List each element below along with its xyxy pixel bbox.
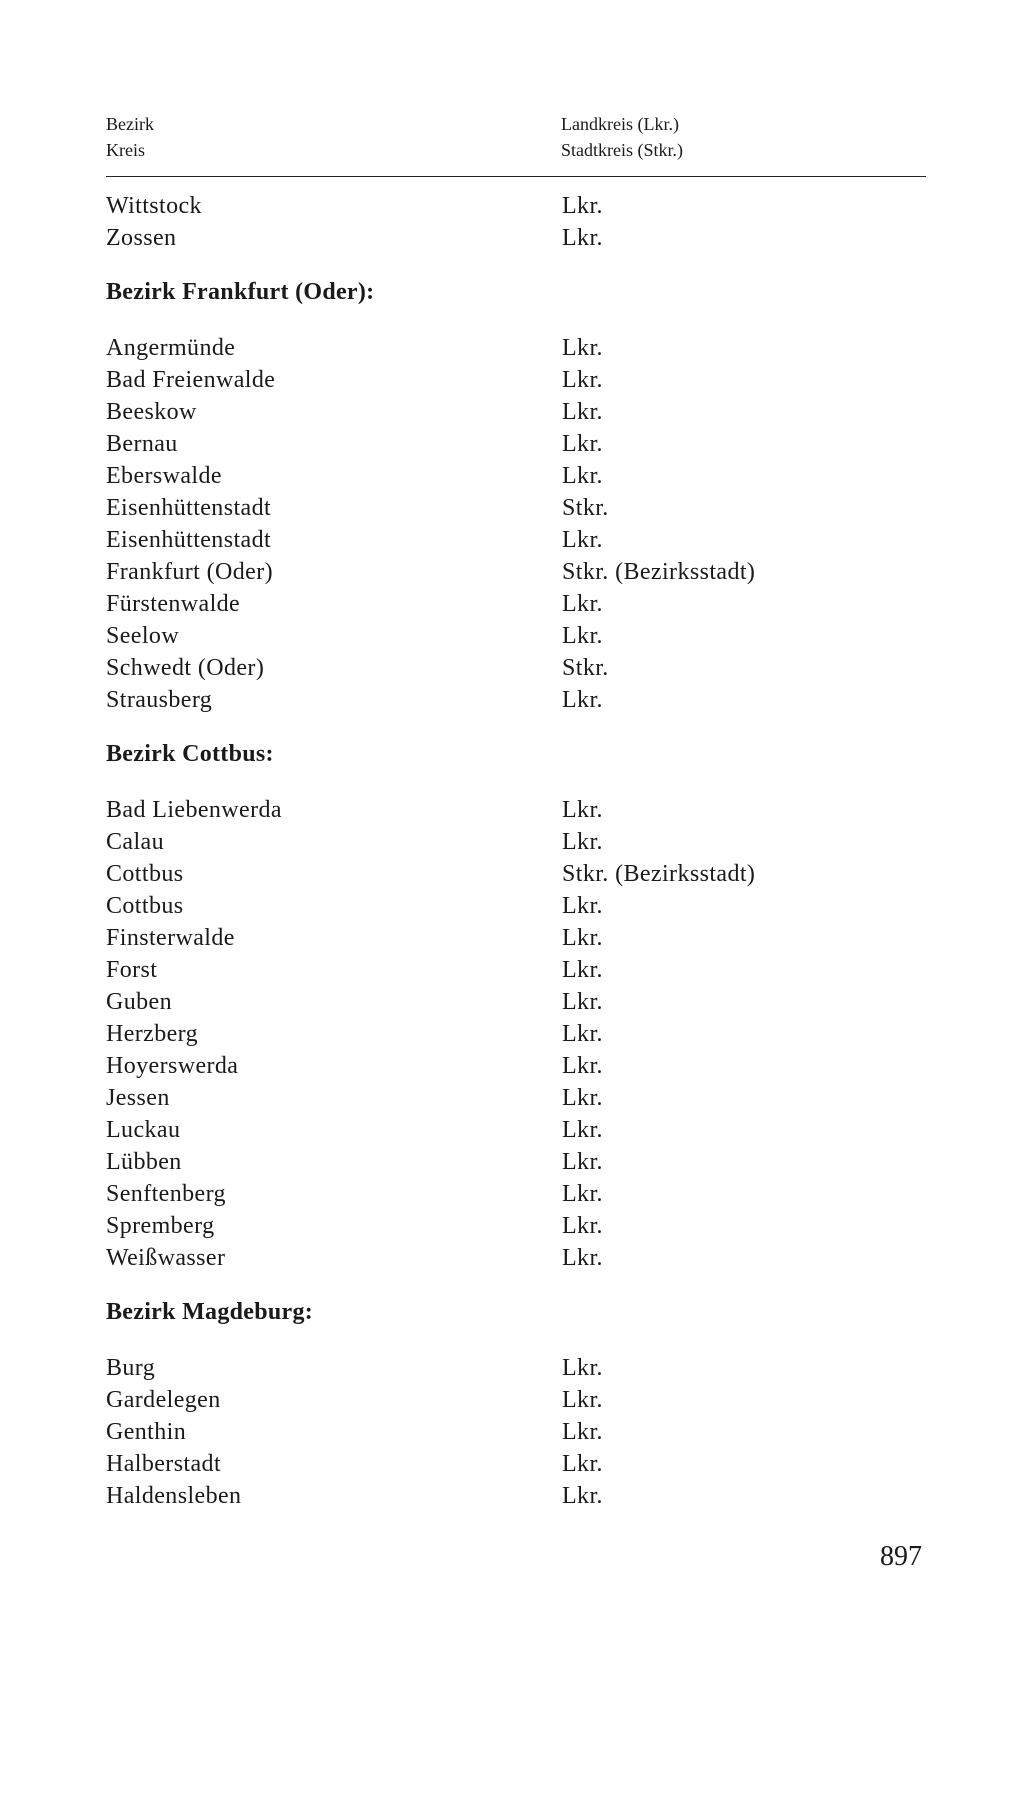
kreis-type: Lkr.: [562, 1021, 603, 1047]
kreis-name: Burg: [106, 1355, 156, 1381]
kreis-type: Lkr.: [562, 829, 603, 855]
kreis-type: Lkr.: [562, 925, 603, 951]
kreis-type: Lkr.: [562, 1483, 603, 1509]
kreis-name: Eisenhüttenstadt: [106, 527, 272, 553]
kreis-name: Jessen: [106, 1085, 170, 1111]
kreis-name: Eisenhüttenstadt: [106, 495, 272, 521]
kreis-name: Angermünde: [106, 335, 236, 361]
list-item: [106, 794, 926, 826]
kreis-type: Lkr.: [562, 1451, 603, 1477]
section-heading: Bezirk Cottbus:: [106, 741, 274, 767]
page-number: 897: [880, 1541, 922, 1572]
list-item: [106, 588, 926, 620]
kreis-name: Gardelegen: [106, 1387, 221, 1413]
kreis-type: Lkr.: [562, 335, 603, 361]
section-heading: Bezirk Frankfurt (Oder):: [106, 279, 375, 305]
kreis-type: Lkr.: [562, 1181, 603, 1207]
kreis-name: Fürstenwalde: [106, 591, 241, 617]
kreis-name: Halberstadt: [106, 1451, 222, 1477]
list-item: [106, 826, 926, 858]
kreis-type: Lkr.: [562, 431, 603, 457]
kreis-name: Bad Freienwalde: [106, 367, 276, 393]
kreis-name: Lübben: [106, 1149, 182, 1175]
kreis-name: Weißwasser: [106, 1245, 226, 1271]
kreis-name: Calau: [106, 829, 164, 855]
kreis-name: Frankfurt (Oder): [106, 559, 274, 585]
kreis-type: Lkr.: [562, 399, 603, 425]
table-header: [106, 111, 926, 171]
list-item: [106, 556, 926, 588]
list-item: [106, 1210, 926, 1242]
kreis-name: Beeskow: [106, 399, 197, 425]
kreis-type: Lkr.: [562, 797, 603, 823]
kreis-type: Lkr.: [562, 1149, 603, 1175]
kreis-name: Bad Liebenwerda: [106, 797, 282, 823]
kreis-type: Lkr.: [562, 225, 603, 251]
list-item: [106, 332, 926, 364]
kreis-name: Strausberg: [106, 687, 213, 713]
kreis-type: Lkr.: [562, 1117, 603, 1143]
kreis-name: Senftenberg: [106, 1181, 226, 1207]
list-item: [106, 922, 926, 954]
header-left-column: [106, 111, 154, 163]
list-item: [106, 620, 926, 652]
kreis-name: Guben: [106, 989, 172, 1015]
kreis-name: Finsterwalde: [106, 925, 235, 951]
kreis-name: Zossen: [106, 225, 177, 251]
district-list: [106, 190, 926, 1512]
list-item: [106, 1082, 926, 1114]
kreis-type: Stkr. (Bezirksstadt): [562, 861, 756, 887]
list-item: [106, 890, 926, 922]
kreis-type: Lkr.: [562, 1213, 603, 1239]
list-item: [106, 954, 926, 986]
kreis-name: Hoyerswerda: [106, 1053, 239, 1079]
kreis-type: Lkr.: [562, 893, 603, 919]
kreis-name: Eberswalde: [106, 463, 222, 489]
header-right-column: [561, 111, 683, 163]
kreis-name: Schwedt (Oder): [106, 655, 265, 681]
kreis-name: Spremberg: [106, 1213, 215, 1239]
kreis-type: Lkr.: [562, 463, 603, 489]
kreis-type: Lkr.: [562, 1355, 603, 1381]
header-stadtkreis-label: Stadtkreis (Stkr.): [561, 140, 683, 160]
header-rule: [106, 176, 926, 177]
kreis-name: Herzberg: [106, 1021, 199, 1047]
kreis-type: Lkr.: [562, 957, 603, 983]
kreis-name: Cottbus: [106, 861, 184, 887]
list-item: [106, 1018, 926, 1050]
kreis-type: Lkr.: [562, 989, 603, 1015]
list-item: [106, 524, 926, 556]
header-bezirk-label: Bezirk: [106, 114, 154, 134]
list-item: [106, 1384, 926, 1416]
list-item: [106, 1178, 926, 1210]
kreis-type: Lkr.: [562, 1387, 603, 1413]
list-item: [106, 428, 926, 460]
list-item: [106, 1146, 926, 1178]
list-item: [106, 1352, 926, 1384]
header-kreis-label: Kreis: [106, 140, 145, 160]
kreis-name: Haldensleben: [106, 1483, 242, 1509]
list-item: [106, 492, 926, 524]
list-item: [106, 1416, 926, 1448]
kreis-name: Genthin: [106, 1419, 187, 1445]
kreis-name: Seelow: [106, 623, 180, 649]
list-item: [106, 1242, 926, 1274]
header-landkreis-label: Landkreis (Lkr.): [561, 114, 679, 134]
list-item: [106, 1050, 926, 1082]
list-item: [106, 222, 926, 254]
kreis-type: Lkr.: [562, 193, 603, 219]
list-item: [106, 684, 926, 716]
kreis-type: Stkr.: [562, 655, 609, 681]
kreis-name: Bernau: [106, 431, 178, 457]
kreis-type: Lkr.: [562, 1053, 603, 1079]
list-item: [106, 652, 926, 684]
kreis-type: Lkr.: [562, 1419, 603, 1445]
kreis-type: Lkr.: [562, 687, 603, 713]
kreis-type: Lkr.: [562, 1245, 603, 1271]
list-item: [106, 986, 926, 1018]
kreis-name: Wittstock: [106, 193, 202, 219]
kreis-type: Lkr.: [562, 591, 603, 617]
kreis-type: Lkr.: [562, 623, 603, 649]
kreis-name: Cottbus: [106, 893, 184, 919]
list-item: [106, 1114, 926, 1146]
kreis-name: Forst: [106, 957, 158, 983]
list-item: [106, 364, 926, 396]
list-item: [106, 858, 926, 890]
kreis-type: Stkr. (Bezirksstadt): [562, 559, 756, 585]
list-item: [106, 396, 926, 428]
list-item: [106, 1448, 926, 1480]
kreis-type: Lkr.: [562, 367, 603, 393]
kreis-type: Lkr.: [562, 527, 603, 553]
kreis-name: Luckau: [106, 1117, 181, 1143]
section-heading: Bezirk Magdeburg:: [106, 1299, 314, 1325]
kreis-type: Stkr.: [562, 495, 609, 521]
kreis-type: Lkr.: [562, 1085, 603, 1111]
list-item: [106, 460, 926, 492]
list-item: [106, 190, 926, 222]
list-item: [106, 1480, 926, 1512]
